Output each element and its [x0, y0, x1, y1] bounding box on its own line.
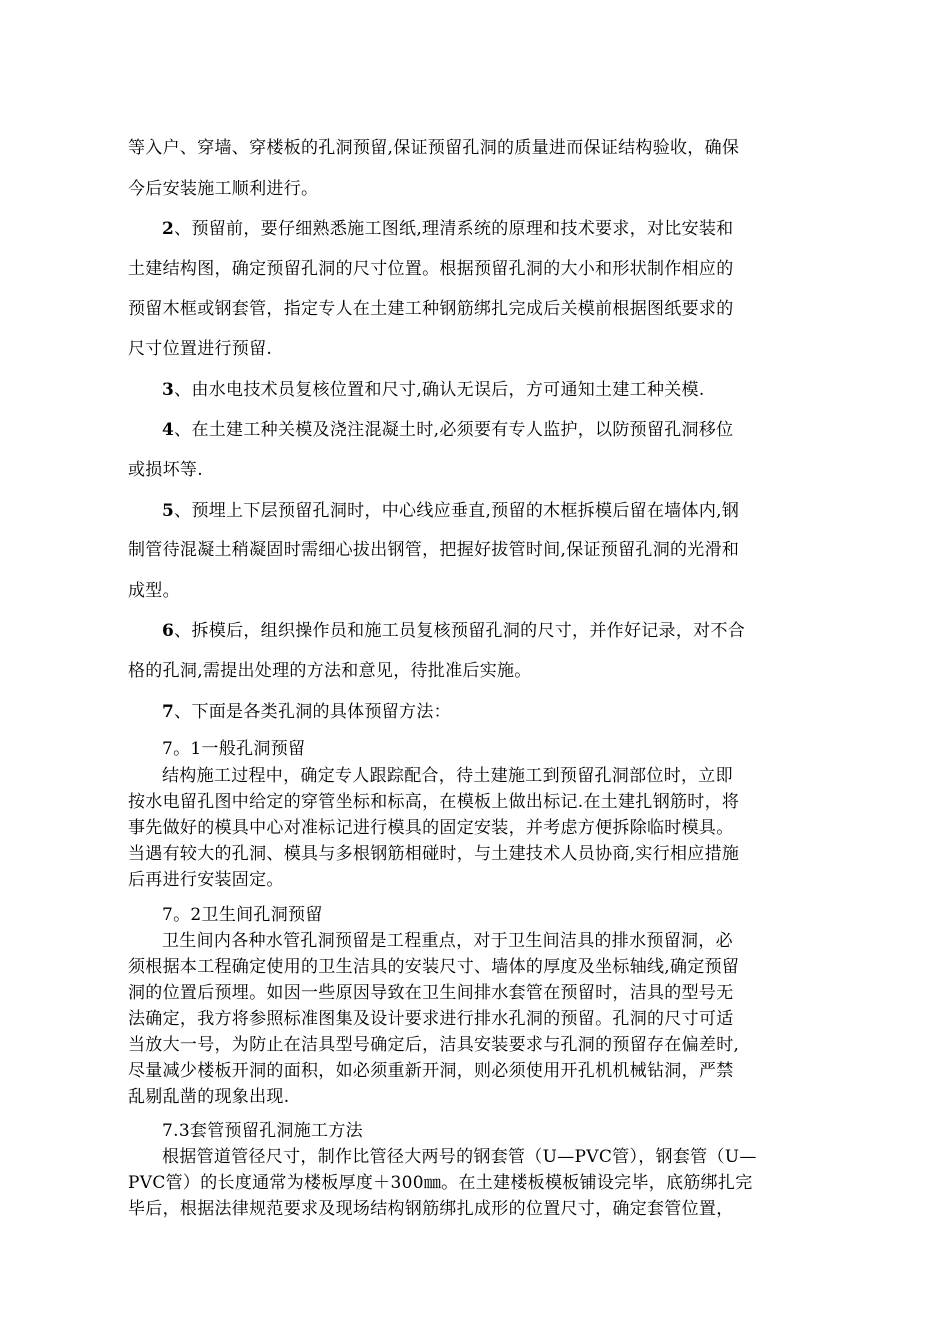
- text-line: 后再进行安装固定。: [128, 870, 284, 890]
- item-number: 2: [162, 219, 175, 239]
- text-line: 法确定，我方将参照标准图集及设计要求进行排水孔洞的预留。孔洞的尺寸可适: [128, 1009, 734, 1029]
- item-text: 、在土建工种关模及浇注混凝土时,必须要有专人监护，以防预留孔洞移位: [174, 420, 734, 440]
- text-line: [162, 218, 733, 240]
- section-heading: 7。1一般孔洞预留: [162, 739, 306, 759]
- text-line: 须根据本工程确定使用的卫生洁具的安装尺寸、墙体的厚度及坐标轴线,确定预留: [128, 957, 740, 977]
- section-heading: 7。2卫生间孔洞预留: [162, 905, 323, 925]
- text-line: [162, 701, 451, 723]
- section-heading: 7.3套管预留孔洞施工方法: [162, 1121, 363, 1141]
- text-line: 乱剔乱凿的现象出现.: [128, 1087, 290, 1107]
- item-text: 、拆模后，组织操作员和施工员复核预留孔洞的尺寸，并作好记录，对不合: [174, 621, 746, 641]
- text-line: 洞的位置后预埋。如因一些原因导致在卫生间排水套管在预留时，洁具的型号无: [128, 983, 734, 1003]
- text-line: 卫生间内各种水管孔洞预留是工程重点，对于卫生间洁具的排水预留洞，必: [162, 931, 733, 951]
- text-line: 或损坏等.: [128, 460, 203, 480]
- item-text: 、下面是各类孔洞的具体预留方法：: [174, 702, 451, 722]
- item-number: 4: [162, 420, 175, 440]
- text-line: 今后安装施工顺利进行。: [128, 179, 319, 199]
- text-line: 尺寸位置进行预留.: [128, 339, 273, 359]
- text-line: 当遇有较大的孔洞、模具与多根钢筋相碰时，与土建技术人员协商,实行相应措施: [128, 844, 740, 864]
- text-line: 成型。: [128, 581, 180, 601]
- text-line: [162, 419, 733, 441]
- text-line: 当放大一号，为防止在洁具型号确定后，洁具安装要求与孔洞的预留存在偏差时,: [128, 1035, 740, 1055]
- text-line: 制管待混凝土稍凝固时需细心拔出钢管，把握好拔管时间,保证预留孔洞的光滑和: [128, 540, 740, 560]
- text-line: 事先做好的模具中心对准标记进行模具的固定安装，并考虑方便拆除临时模具。: [128, 818, 734, 838]
- text-line: 尽量减少楼板开洞的面积，如必须重新开洞，则必须使用开孔机机械钻洞，严禁: [128, 1061, 734, 1081]
- text-line: 等入户、穿墙、穿楼板的孔洞预留,保证预留孔洞的质量进而保证结构验收，确保: [128, 138, 740, 158]
- text-line: 格的孔洞,需提出处理的方法和意见，待批准后实施。: [128, 661, 532, 681]
- item-text: 、由水电技术员复核位置和尺寸,确认无误后，方可通知土建工种关模.: [174, 380, 705, 400]
- text-line: 按水电留孔图中给定的穿管坐标和标高，在模板上做出标记.在土建扎钢筋时，将: [128, 792, 740, 812]
- item-text: 、预埋上下层预留孔洞时，中心线应垂直,预留的木框拆模后留在墙体内,钢: [174, 501, 740, 521]
- text-line: 预留木框或钢套管，指定专人在土建工种钢筋绑扎完成后关模前根据图纸要求的: [128, 299, 734, 319]
- text-line: PVC管）的长度通常为楼板厚度＋300㎜。在土建楼板模板铺设完毕，底筋绑扎完: [128, 1173, 753, 1193]
- item-number: 6: [162, 621, 175, 641]
- text-line: 结构施工过程中，确定专人跟踪配合，待土建施工到预留孔洞部位时，立即: [162, 766, 733, 786]
- text-line: 土建结构图，确定预留孔洞的尺寸位置。根据预留孔洞的大小和形状制作相应的: [128, 259, 734, 279]
- text-line: 根据管道管径尺寸，制作比管径大两号的钢套管（U—PVC管），钢套管（U—: [162, 1147, 757, 1167]
- item-text: 、预留前，要仔细熟悉施工图纸,理清系统的原理和技术要求，对比安装和: [174, 219, 734, 239]
- item-number: 7: [162, 702, 175, 722]
- text-line: [162, 500, 739, 522]
- text-line: [162, 379, 705, 401]
- text-line: [162, 620, 745, 642]
- item-number: 5: [162, 501, 175, 521]
- text-line: 毕后，根据法律规范要求及现场结构钢筋绑扎成形的位置尺寸，确定套管位置，: [128, 1199, 734, 1219]
- item-number: 3: [162, 380, 175, 400]
